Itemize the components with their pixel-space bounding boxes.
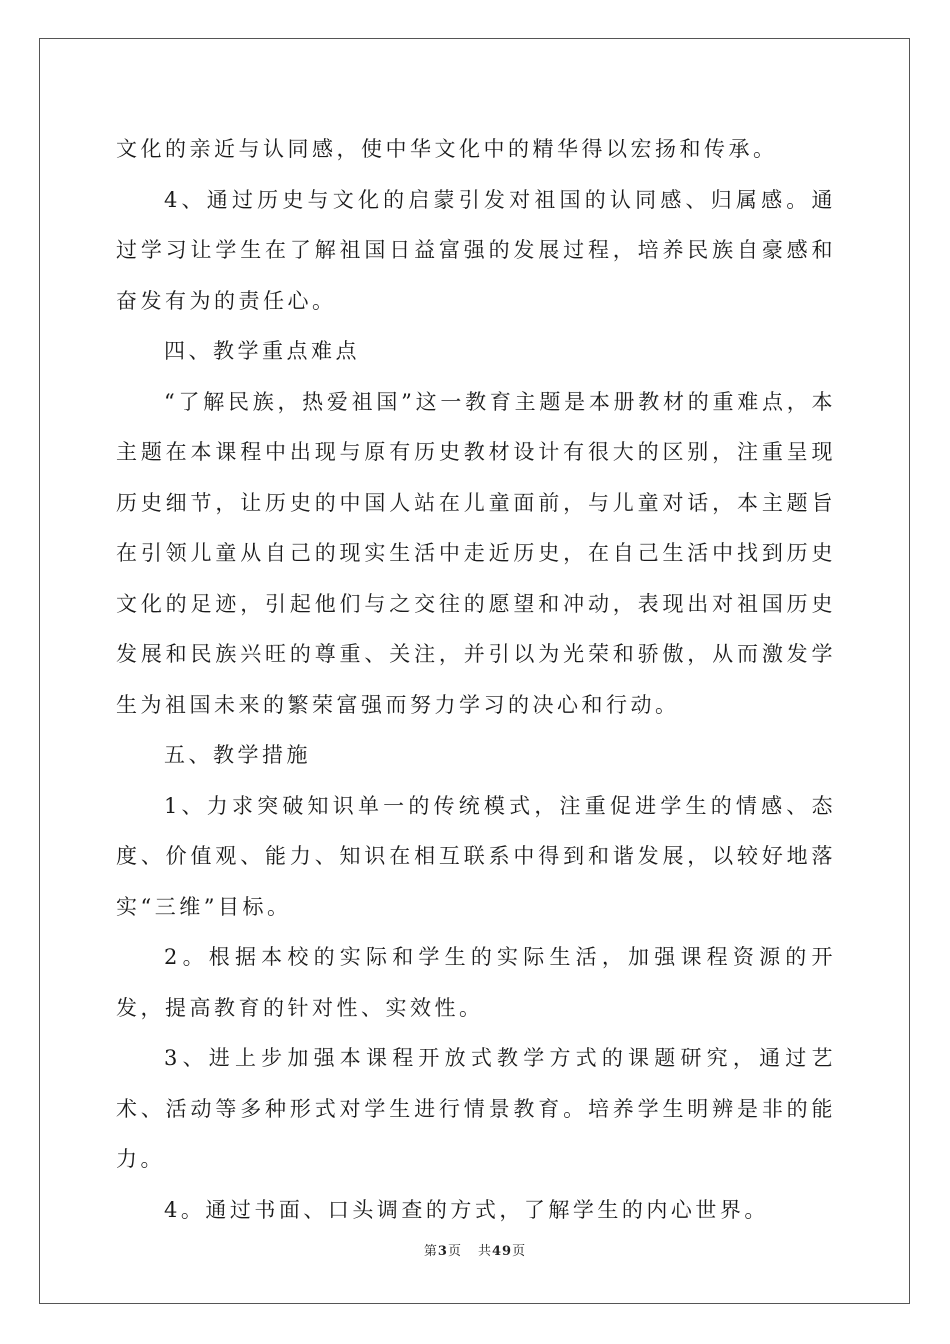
document-body <box>116 124 836 1235</box>
page-prefix: 第 <box>423 1244 438 1259</box>
section-heading-key-points: 四、教学重点难点 <box>164 339 360 363</box>
paragraph-measure-2: 2。根据本校的实际和学生的实际生活，加强课程资源的开发，提高教育的针对性、实效性。 <box>116 945 836 1020</box>
paragraph-item-4: 4、通过历史与文化的启蒙引发对祖国的认同感、归属感。通过学习让学生在了解祖国日益富强的发展过程，培养民族自豪感和奋发有为的责任心。 <box>116 187 836 313</box>
paragraph-continuation: 文化的亲近与认同感，使中华文化中的精华得以宏扬和传承。 <box>116 137 778 161</box>
total-suffix: 页 <box>512 1244 527 1259</box>
paragraph-key-points: “了解民族，热爱祖国”这一教育主题是本册教材的重难点，本主题在本课程中出现与原有历史教材设计有很大的区别，注重呈现历史细节，让历史的中国人站在儿童面前，与儿童对话，本主题旨在引领儿童从自己的现实生活中走近历史，在自己生活中找到历史文化的足迹，引起他们与之交往的愿望和冲动，表现出对祖国历史发展和民族兴旺的尊重、关注，并引以为光荣和骄傲，从而激发学生为祖国未来的繁荣富强而努力学习的决心和行动。 <box>116 389 836 717</box>
paragraph-measure-1: 1、力求突破知识单一的传统模式，注重促进学生的情感、态度、价值观、能力、知识在相互联系中得到和谐发展，以较好地落实“三维”目标。 <box>116 793 836 919</box>
paragraph-measure-4: 4。通过书面、口头调查的方式，了解学生的内心世界。 <box>164 1197 769 1222</box>
section-heading-measures: 五、教学措施 <box>164 743 311 767</box>
paragraph-measure-3: 3、进上步加强本课程开放式教学方式的课题研究，通过艺术、活动等多种形式对学生进行情景教育。培养学生明辨是非的能力。 <box>116 1046 836 1171</box>
page-suffix: 页 <box>447 1244 462 1259</box>
total-pages: 49 <box>491 1244 513 1259</box>
page-footer <box>0 1240 950 1259</box>
total-prefix: 共 <box>477 1244 492 1259</box>
page-number: 3 <box>437 1244 448 1259</box>
